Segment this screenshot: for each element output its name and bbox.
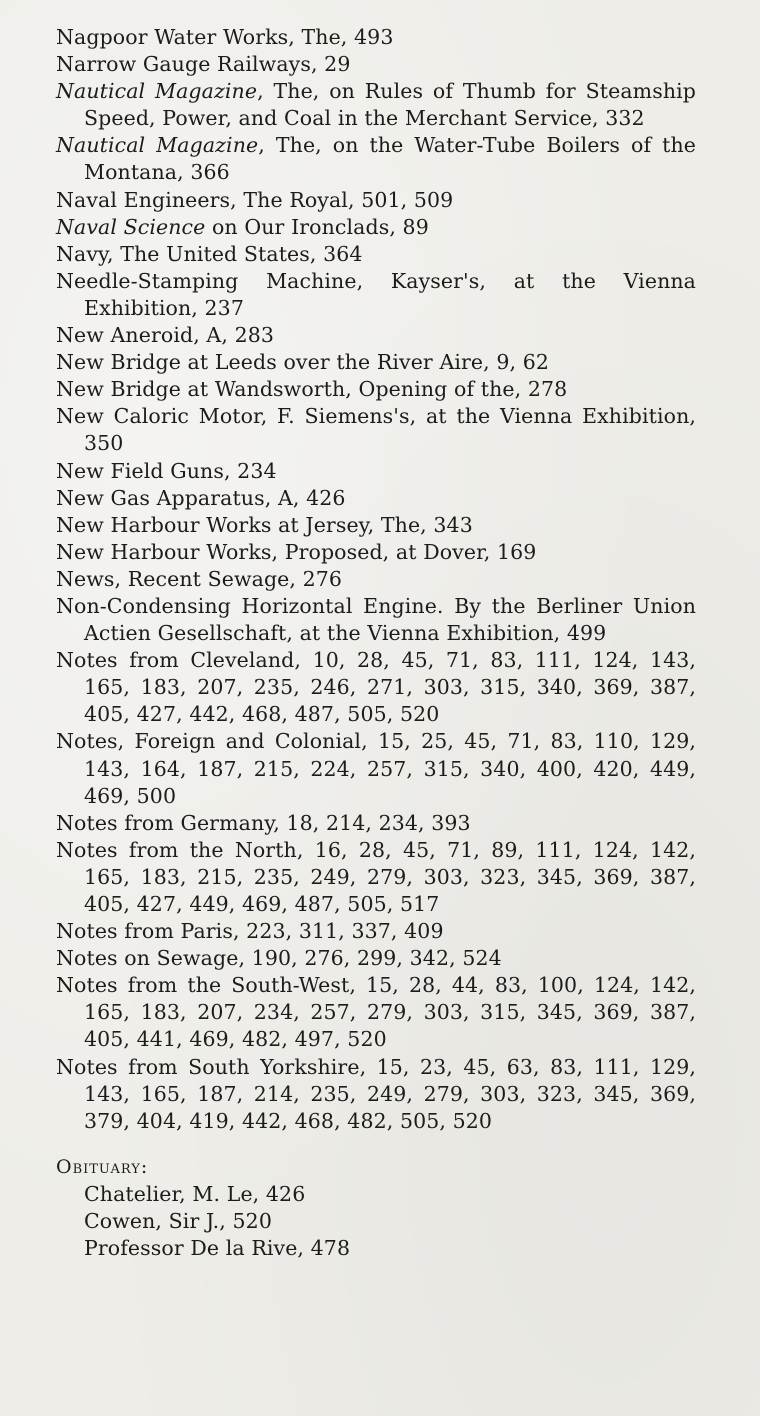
entry-text: Naval Engineers, The Royal, 501, 509: [56, 187, 454, 212]
entry-text: Notes, Foreign and Colonial, 15, 25, 45, 71, 83, 110, 129, 143, 164, 187, 215, 224, 257, 315, 340, 400, 420, 449, 469, 500: [56, 729, 696, 808]
obituary-list: [56, 1181, 696, 1262]
index-entry: [56, 810, 696, 837]
index-entry: [56, 187, 696, 214]
obituary-item: Chatelier, M. Le, 426: [84, 1181, 306, 1206]
index-entry: [56, 647, 696, 728]
index-entries: [56, 24, 696, 1135]
entry-text: New Gas Apparatus, A, 426: [56, 485, 346, 510]
index-entry: [56, 349, 696, 376]
entry-text: Nagpoor Water Works, The, 493: [56, 25, 394, 49]
entry-text: New Caloric Motor, F. Siemens's, at the Vienna Exhibition, 350: [56, 404, 696, 456]
entry-text: Narrow Gauge Railways, 29: [56, 52, 351, 77]
index-entry: [56, 945, 696, 972]
index-entry: [56, 512, 696, 539]
entry-text: Navy, The United States, 364: [56, 241, 363, 266]
entry-italic-title: Nautical Magazine: [56, 133, 259, 158]
index-entry: [56, 132, 696, 186]
index-entry: [56, 539, 696, 566]
index-entry: [56, 593, 696, 647]
index-entry: [56, 376, 696, 403]
index-entry: [56, 24, 696, 51]
entry-text: Notes from Germany, 18, 214, 234, 393: [56, 810, 471, 835]
entry-text: News, Recent Sewage, 276: [56, 566, 343, 591]
entry-italic-title: Naval Science: [56, 214, 206, 239]
entry-text: on Our Ironclads, 89: [205, 214, 429, 239]
entry-text: Notes from the South-West, 15, 28, 44, 83, 100, 124, 142, 165, 183, 207, 234, 257, 279, 303, 315, 345, 369, 387, 405, 441, 469, 482, 497, 520: [56, 973, 696, 1052]
entry-text: , The, on Rules of Thumb for Steamship Speed, Power, and Coal in the Merchant Service, 332: [84, 79, 696, 131]
entry-text: New Aneroid, A, 283: [56, 323, 274, 348]
index-entry: [56, 214, 696, 241]
entry-text: Needle-Stamping Machine, Kayser's, at the Vienna Exhibition, 237: [56, 268, 696, 320]
entry-text: Notes from Cleveland, 10, 28, 45, 71, 83, 111, 124, 143, 165, 183, 207, 235, 246, 271, 303, 315, 340, 369, 387, 405, 427, 442, 468, 487, 505, 520: [56, 648, 696, 727]
entry-text: Notes on Sewage, 190, 276, 299, 342, 524: [56, 946, 502, 971]
index-entry: [56, 1054, 696, 1135]
index-entry: [56, 458, 696, 485]
index-entry: [56, 837, 696, 918]
index-entry: [56, 322, 696, 349]
obituary-heading: Obituary:: [56, 1155, 149, 1178]
index-entry: [56, 51, 696, 78]
obituary-item: Professor De la Rive, 478: [84, 1236, 351, 1261]
index-entry: [56, 241, 696, 268]
entry-text: New Bridge at Wandsworth, Opening of the, 278: [56, 377, 568, 402]
entry-text: Notes from South Yorkshire, 15, 23, 45, 63, 83, 111, 129, 143, 165, 187, 214, 235, 249, 279, 303, 323, 345, 369, 379, 404, 419, 442, 468, 482, 505, 520: [56, 1054, 696, 1133]
index-entry: [56, 972, 696, 1053]
obituary-item: Cowen, Sir J., 520: [84, 1209, 272, 1234]
index-entry: [56, 485, 696, 512]
entry-text: Notes from the North, 16, 28, 45, 71, 89, 111, 124, 142, 165, 183, 215, 235, 249, 279, 303, 323, 345, 369, 387, 405, 427, 449, 469, 487, 505, 517: [56, 837, 696, 916]
entry-text: , The, on the Water-Tube Boilers of the Montana, 366: [84, 133, 697, 185]
index-entry: [56, 78, 696, 132]
index-entry: [56, 566, 696, 593]
obituary-section: [56, 1154, 696, 1262]
index-entry: [56, 403, 696, 457]
entry-italic-title: Nautical Magazine: [56, 79, 258, 104]
entry-text: Notes from Paris, 223, 311, 337, 409: [56, 919, 444, 944]
index-column: [56, 24, 696, 1262]
entry-text: New Bridge at Leeds over the River Aire, 9, 62: [56, 350, 550, 375]
index-entry: [56, 728, 696, 809]
entry-text: New Harbour Works at Jersey, The, 343: [56, 512, 473, 537]
index-entry: [56, 918, 696, 945]
entry-text: Non-Condensing Horizontal Engine. By the Berliner Union Actien Gesellschaft, at the Vienna Exhibition, 499: [56, 593, 696, 646]
index-entry: [56, 268, 696, 322]
entry-text: New Field Guns, 234: [56, 458, 277, 483]
entry-text: New Harbour Works, Proposed, at Dover, 169: [56, 539, 537, 564]
